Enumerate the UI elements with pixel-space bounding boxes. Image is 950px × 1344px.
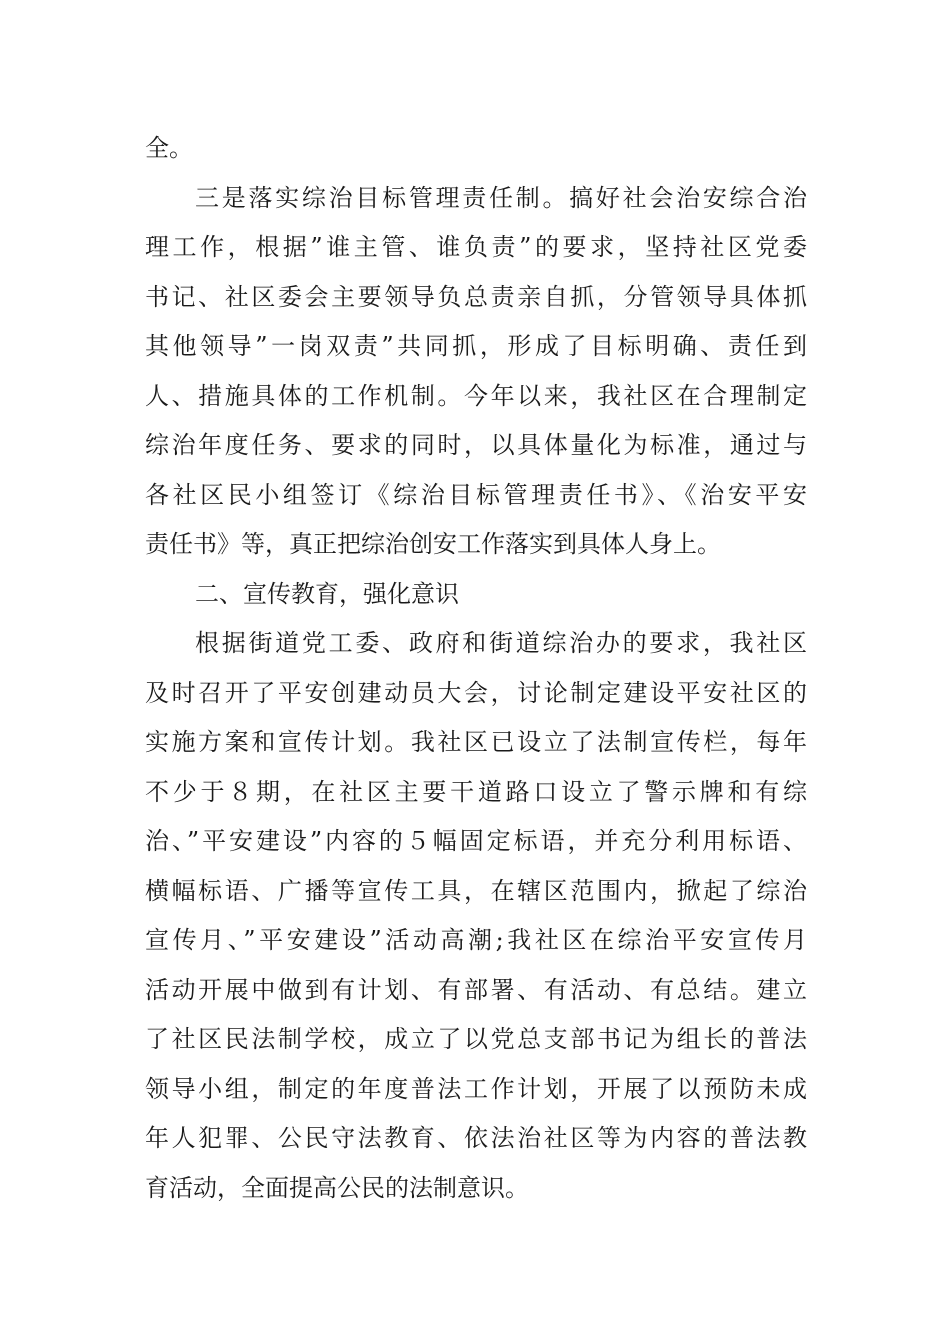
text-line: 治、”平安建设”内容的５幅固定标语，并充分利用标语、 <box>145 827 807 855</box>
text-line: 年人犯罪、公民守法教育、依法治社区等为内容的普法教 <box>145 1124 807 1152</box>
text-line: 及时召开了平安创建动员大会，讨论制定建设平安社区的 <box>145 678 807 707</box>
text-line: 三是落实综治目标管理责任制。搞好社会治安综合治 <box>195 183 807 212</box>
text-line: 了社区民法制学校，成立了以党总支部书记为组长的普法 <box>145 1025 807 1053</box>
text-line: 实施方案和宣传计划。我社区已设立了法制宣传栏，每年 <box>145 728 807 756</box>
text-line: 理工作，根据”谁主管、谁负责”的要求，坚持社区党委 <box>145 233 807 261</box>
text-line: 领导小组，制定的年度普法工作计划，开展了以预防未成 <box>145 1074 807 1103</box>
document-page <box>145 124 807 1213</box>
text-line: 责任书》等，真正把综治创安工作落实到具体人身上。 <box>145 530 721 558</box>
text-line: 二、宣传教育，强化意识 <box>195 579 459 608</box>
text-line: 横幅标语、广播等宣传工具，在辖区范围内，掀起了综治 <box>145 876 807 905</box>
text-line: 各社区民小组签订《综治目标管理责任书》、《治安平安 <box>145 480 807 509</box>
text-line: 书记、社区委会主要领导负总责亲自抓，分管领导具体抓 <box>145 282 807 311</box>
text-line: 其他领导”一岗双责”共同抓，形成了目标明确、责任到 <box>145 332 807 360</box>
text-line: 人、措施具体的工作机制。今年以来，我社区在合理制定 <box>145 381 807 410</box>
text-line: 综治年度任务、要求的同时，以具体量化为标准，通过与 <box>145 431 807 459</box>
text-line: 育活动，全面提高公民的法制意识。 <box>145 1173 529 1202</box>
text-line: 不少于８期，在社区主要干道路口设立了警示牌和有综 <box>145 777 807 806</box>
text-line: 根据街道党工委、政府和街道综治办的要求，我社区 <box>195 629 807 657</box>
text-line: 宣传月、”平安建设”活动高潮;我社区在综治平安宣传月 <box>145 926 807 954</box>
text-line: 全。 <box>145 134 193 162</box>
text-line: 活动开展中做到有计划、有部署、有活动、有总结。建立 <box>145 975 807 1004</box>
